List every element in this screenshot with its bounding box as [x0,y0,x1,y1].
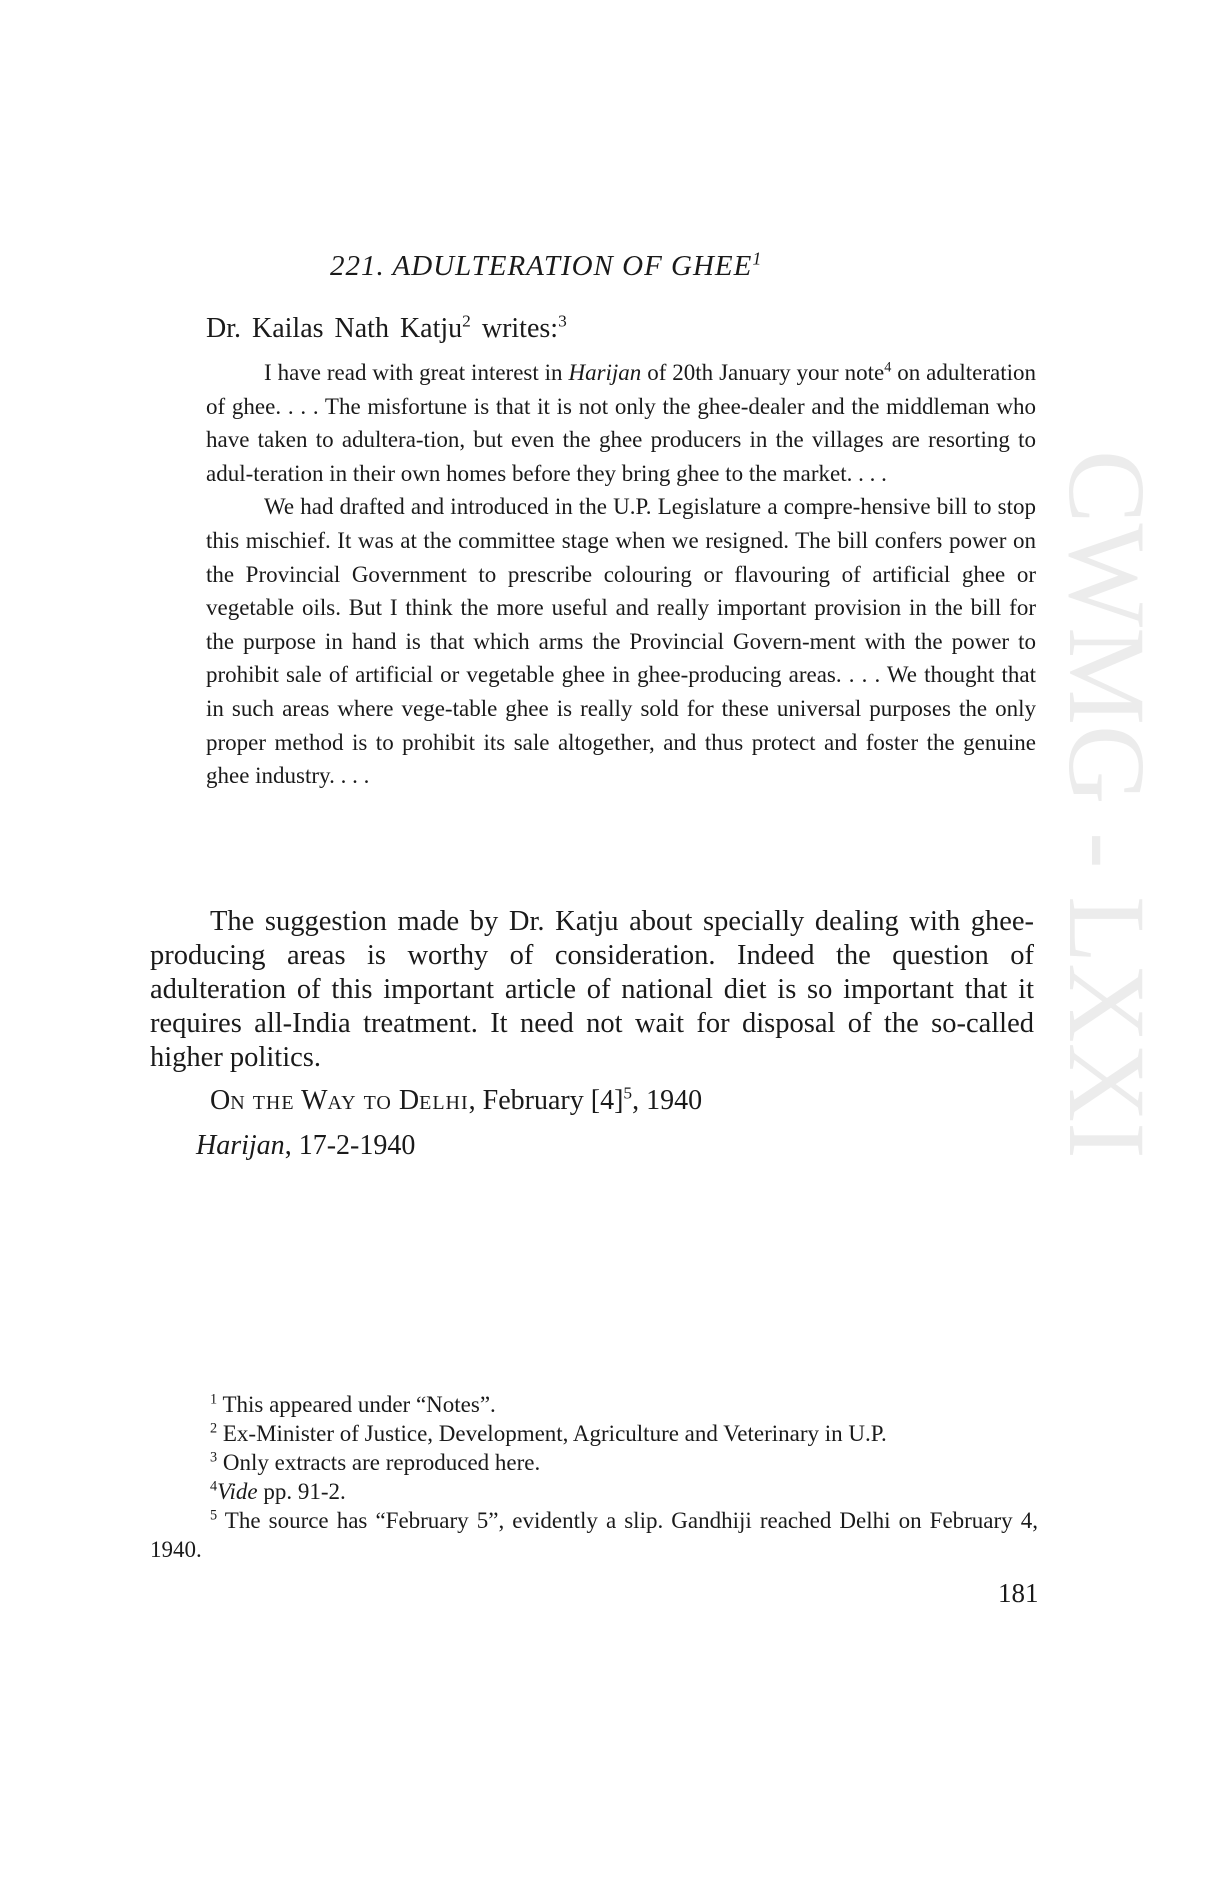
footnote-ref: 1 [752,248,763,269]
watermark: CWMG - LXXI [1046,450,1168,1159]
dateline-text: O [210,1085,231,1116]
quote-paragraph: We had drafted and introduced in the U.P. Legislature a compre-hensive bill to stop this mischief. It was at the committee stage when we resigned. The bill confers power on the Provincial Government to prescribe colouring or flavouring of artificial ghee or vegetable oils. But I think the more useful and really important provision in the bill for the purpose in hand is that which arms the Provincial Govern-ment with the power to prohibit sale of artificial or vegetable ghee in ghee-producing areas. . . . We thought that in such areas where vege-table ghee is really sold for these universal purposes the only proper method is to prohibit its sale altogether, and thus protect and foster the genuine ghee industry. . . . [206,494,1036,789]
dateline-text: N [230,1092,246,1114]
byline-text: Dr. Kailas Nath Katju [206,313,463,344]
dateline-text: THE [252,1092,295,1114]
dateline [210,1085,702,1117]
footnote [150,1390,1038,1419]
footnote-number: 2 [210,1420,218,1437]
footnote-ref: 4 [884,359,892,376]
footnote-text: pp. 91-2. [257,1479,346,1504]
main-paragraph: The suggestion made by Dr. Katju about specially dealing with ghee-producing areas is worthy of consideration. Indeed the question of adulteration of this important article of national diet is so important that it requires all-India treatment. It need not wait for disposal of the so-called higher politics. [150,906,1034,1073]
source-publication: Harijan [196,1130,285,1161]
footnote-ref: 3 [558,311,567,331]
quoted-letter [206,356,1036,793]
quote-text: on adulteration of ghee. . . . The misfortune is that it is not only the ghee-dealer and the middleman who have taken to adultera-tion, but even the ghee producers in the villages are resorting to adul-teration in their own homes before they bring ghee to the market. . . . [206,360,1036,486]
footnote [150,1448,1038,1477]
page-number: 181 [998,1578,1039,1608]
article-title [330,250,762,283]
footnote-number: 3 [210,1449,218,1466]
dateline-text: , 1940 [632,1085,703,1116]
source-citation [196,1130,415,1162]
dateline-text: W [301,1085,328,1116]
main-paragraph-block [150,905,1034,1075]
quote-text: of 20th January your note [641,360,885,385]
quote-paragraph [206,356,1036,490]
footnote-text: This appeared under “Notes”. [217,1392,496,1417]
footnote-text: The source has “February 5”, evidently a slip. Gandhiji reached Delhi on February 4, 1940. [150,1508,1038,1562]
dateline-text: TO [363,1092,392,1114]
footnote [150,1506,1038,1564]
footnote-italic: Vide [217,1479,258,1504]
article-title-text: 221. ADULTERATION OF GHEE [330,250,753,282]
dateline-text: , February [4] [468,1085,624,1116]
footnote-text: Ex-Minister of Justice, Development, Agriculture and Veterinary in U.P. [217,1421,887,1446]
footnote [150,1477,1038,1506]
source-date: , 17-2-1940 [284,1130,416,1161]
footnotes [150,1390,1038,1564]
footnote-number: 1 [210,1391,218,1408]
footnote-number: 5 [210,1507,218,1524]
dateline-text: ELHI [419,1092,469,1114]
footnote-ref: 2 [462,311,471,331]
byline [206,313,567,345]
footnote-ref: 5 [623,1083,633,1103]
dateline-text: AY [327,1092,357,1114]
publication-name: Harijan [568,360,642,385]
footnote [150,1419,1038,1448]
quote-text: I have read with great interest in [264,360,569,385]
footnote-text: Only extracts are reproduced here. [217,1450,541,1475]
footnote-number: 4 [210,1478,218,1495]
dateline-text: D [398,1085,420,1116]
byline-suffix: writes: [470,313,559,344]
